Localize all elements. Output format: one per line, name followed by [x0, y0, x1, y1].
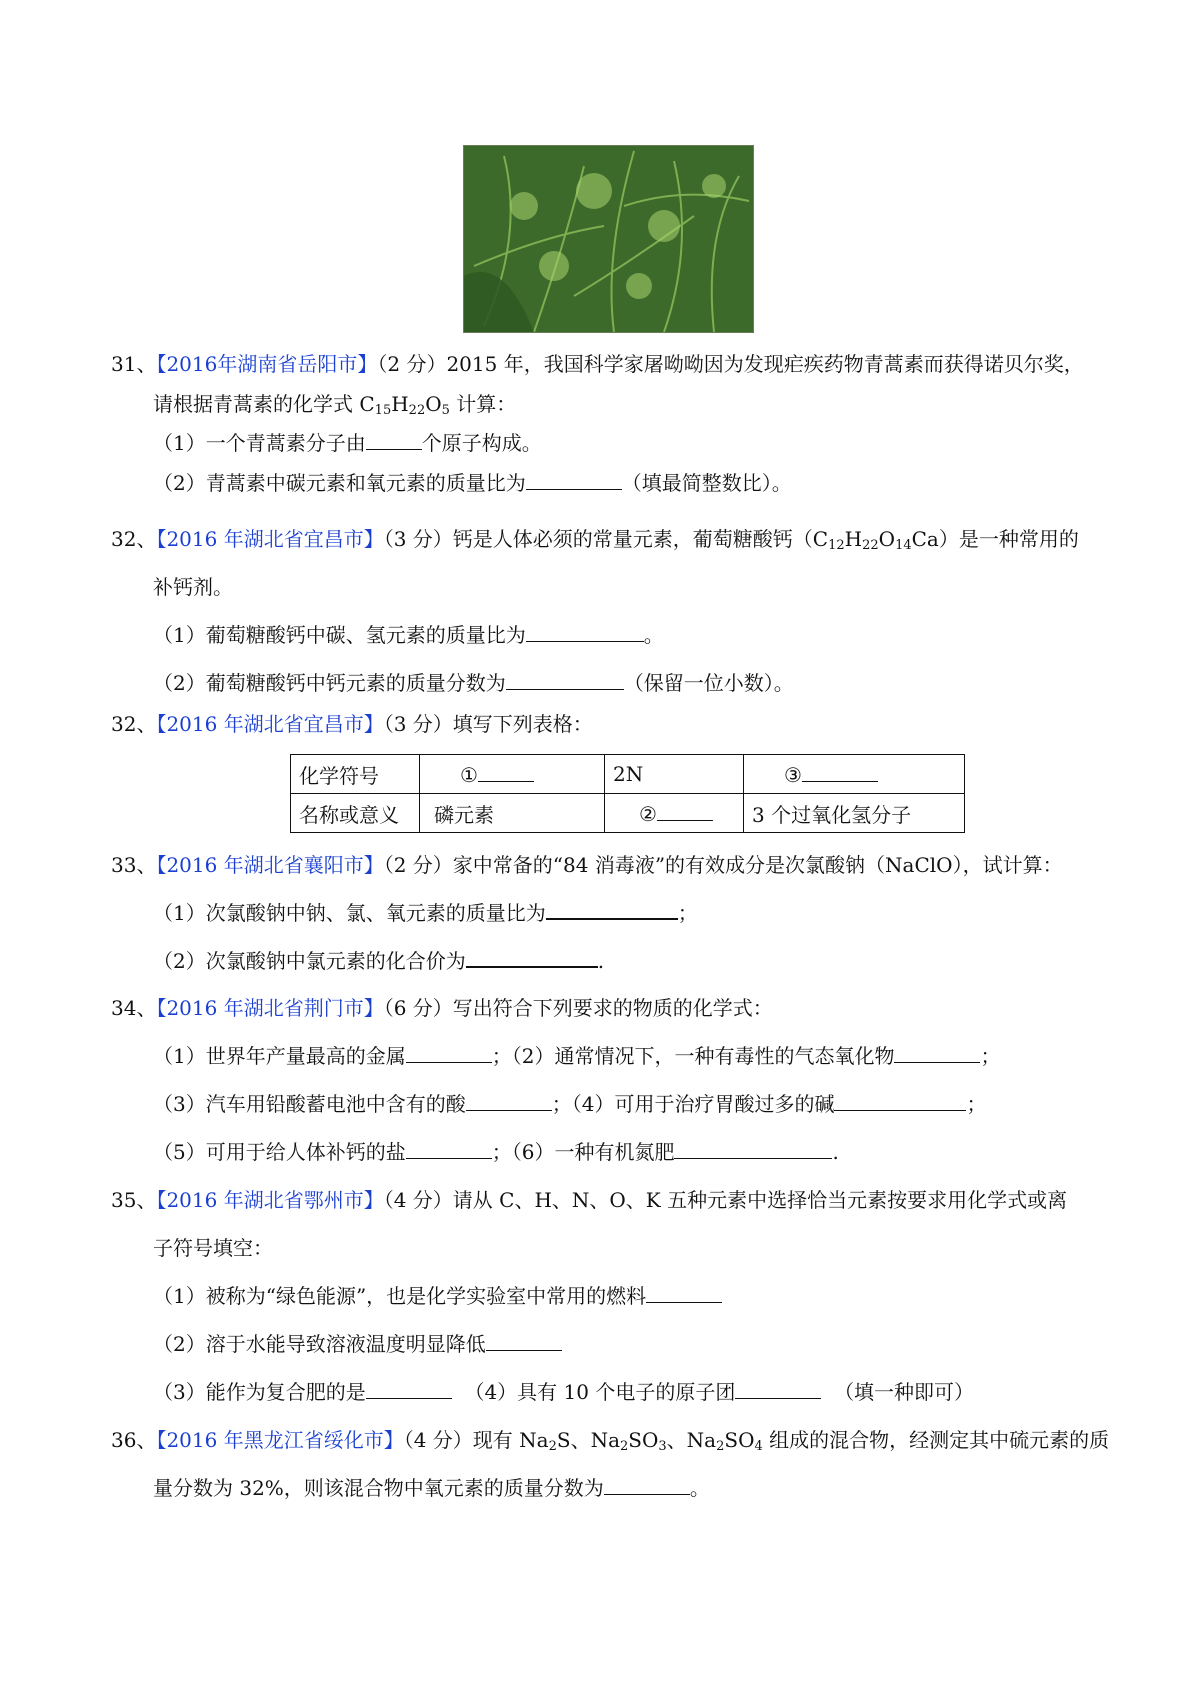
question-source: 【2016年湖南省岳阳市】: [156, 352, 378, 376]
table-row: [291, 794, 965, 833]
question-32a: 32、【2016 年湖北省宜昌市】（3 分）钙是人体必须的常量元素，葡萄糖酸钙$(C_{12}H_{22}O_{14}Ca)$是一种常用的: [111, 527, 1079, 553]
question-32b: 32、【2016 年湖北省宜昌市】（3 分）填写下列表格：: [111, 712, 593, 736]
answer-blank[interactable]: [604, 1474, 690, 1495]
question-source: 【2016 年黑龙江省绥化市】: [156, 1428, 404, 1452]
answer-blank[interactable]: [546, 898, 678, 920]
question-source: 【2016 年湖北省宜昌市】: [156, 712, 384, 736]
answer-blank[interactable]: [526, 621, 644, 642]
answer-blank[interactable]: [735, 1378, 821, 1399]
question-35-part1: （1）被称为“绿色能源”，也是化学实验室中常用的燃料: [153, 1282, 722, 1310]
table-cell[interactable]: ③: [744, 755, 965, 794]
question-34-line1: （1）世界年产量最高的金属 ；（2）通常情况下，一种有毒性的气态氧化物 ；: [153, 1044, 1001, 1068]
answer-blank[interactable]: [674, 1138, 832, 1159]
table-cell[interactable]: ②: [605, 794, 744, 833]
plant-photo: [463, 145, 754, 333]
question-33-part1: （1）次氯酸钠中钠、氯、氧元素的质量比为 ；: [153, 898, 698, 927]
question-source: 【2016 年湖北省襄阳市】: [156, 853, 384, 877]
table-cell: 化学符号: [291, 755, 420, 794]
question-33: 33、【2016 年湖北省襄阳市】（2 分）家中常备的“84 消毒液”的有效成分是次氯酸钠（NaClO），试计算：: [111, 853, 1063, 877]
question-32a-part2: （2）葡萄糖酸钙中钙元素的质量分数为 （保留一位小数）。: [153, 671, 794, 695]
fill-table: [290, 754, 965, 833]
answer-blank[interactable]: [406, 1042, 492, 1063]
question-source: 【2016 年湖北省鄂州市】: [156, 1188, 384, 1212]
question-35: 35、【2016 年湖北省鄂州市】（4 分）请从 C、H、N、O、K 五种元素中选择恰当元素按要求用化学式或离: [111, 1188, 1068, 1212]
question-31: 31、【2016年湖南省岳阳市】（2 分）2015 年，我国科学家屠呦呦因为发现疟疾药物青蒿素而获得诺贝尔奖，: [111, 352, 1084, 376]
question-source: 【2016 年湖北省荆门市】: [156, 996, 384, 1020]
question-source: 【2016 年湖北省宜昌市】: [156, 527, 384, 551]
table-cell[interactable]: ①: [420, 755, 605, 794]
question-32a-line2: 补钙剂。: [153, 575, 233, 599]
table-cell: 3 个过氧化氢分子: [744, 794, 965, 833]
answer-blank[interactable]: [526, 469, 622, 490]
question-35-line2: 子符号填空：: [153, 1236, 273, 1260]
answer-blank[interactable]: [366, 429, 422, 450]
question-34: 34、【2016 年湖北省荆门市】（6 分）写出符合下列要求的物质的化学式：: [111, 996, 773, 1020]
question-33-part2: （2）次氯酸钠中氯元素的化合价为 .: [153, 946, 604, 975]
answer-blank[interactable]: [486, 1330, 562, 1351]
question-31-line2: 请根据青蒿素的化学式 $C_{15}H_{22}O_5$ 计算：: [153, 392, 517, 418]
table-cell: 2N: [605, 755, 744, 794]
answer-blank[interactable]: [366, 1378, 452, 1399]
question-32a-part1: （1）葡萄糖酸钙中碳、氢元素的质量比为 。: [153, 623, 664, 647]
answer-blank[interactable]: [406, 1138, 492, 1159]
table-cell: 名称或意义: [291, 794, 420, 833]
answer-blank[interactable]: [834, 1090, 966, 1111]
question-36-line2: 量分数为 32%，则该混合物中氧元素的质量分数为 。: [153, 1476, 710, 1500]
question-34-line3: （5）可用于给人体补钙的盐 ；（6）一种有机氮肥 .: [153, 1140, 839, 1164]
question-31-part1: （1）一个青蒿素分子由 个原子构成。: [153, 431, 542, 455]
plant-photo-icon: [464, 146, 753, 332]
table-row: [291, 755, 965, 794]
question-35-part3: （3）能作为复合肥的是 （4）具有 10 个电子的原子团 （填一种即可）: [153, 1380, 975, 1404]
question-35-part2: （2）溶于水能导致溶液温度明显降低: [153, 1330, 562, 1358]
answer-blank[interactable]: [506, 669, 624, 690]
answer-blank[interactable]: [894, 1042, 980, 1063]
answer-blank[interactable]: [646, 1282, 722, 1303]
question-34-line2: （3）汽车用铅酸蓄电池中含有的酸 ；（4）可用于治疗胃酸过多的碱 ；: [153, 1092, 987, 1116]
table-cell: 磷元素: [420, 794, 605, 833]
answer-blank[interactable]: [466, 946, 598, 968]
question-36: 36、【2016 年黑龙江省绥化市】（4 分）现有 $Na_2S$、$Na_2SO_3$、$Na_2SO_4$ 组成的混合物，经测定其中硫元素的质: [111, 1428, 1110, 1454]
answer-blank[interactable]: [466, 1090, 552, 1111]
question-31-part2: （2）青蒿素中碳元素和氧元素的质量比为 （填最简整数比）。: [153, 471, 792, 495]
